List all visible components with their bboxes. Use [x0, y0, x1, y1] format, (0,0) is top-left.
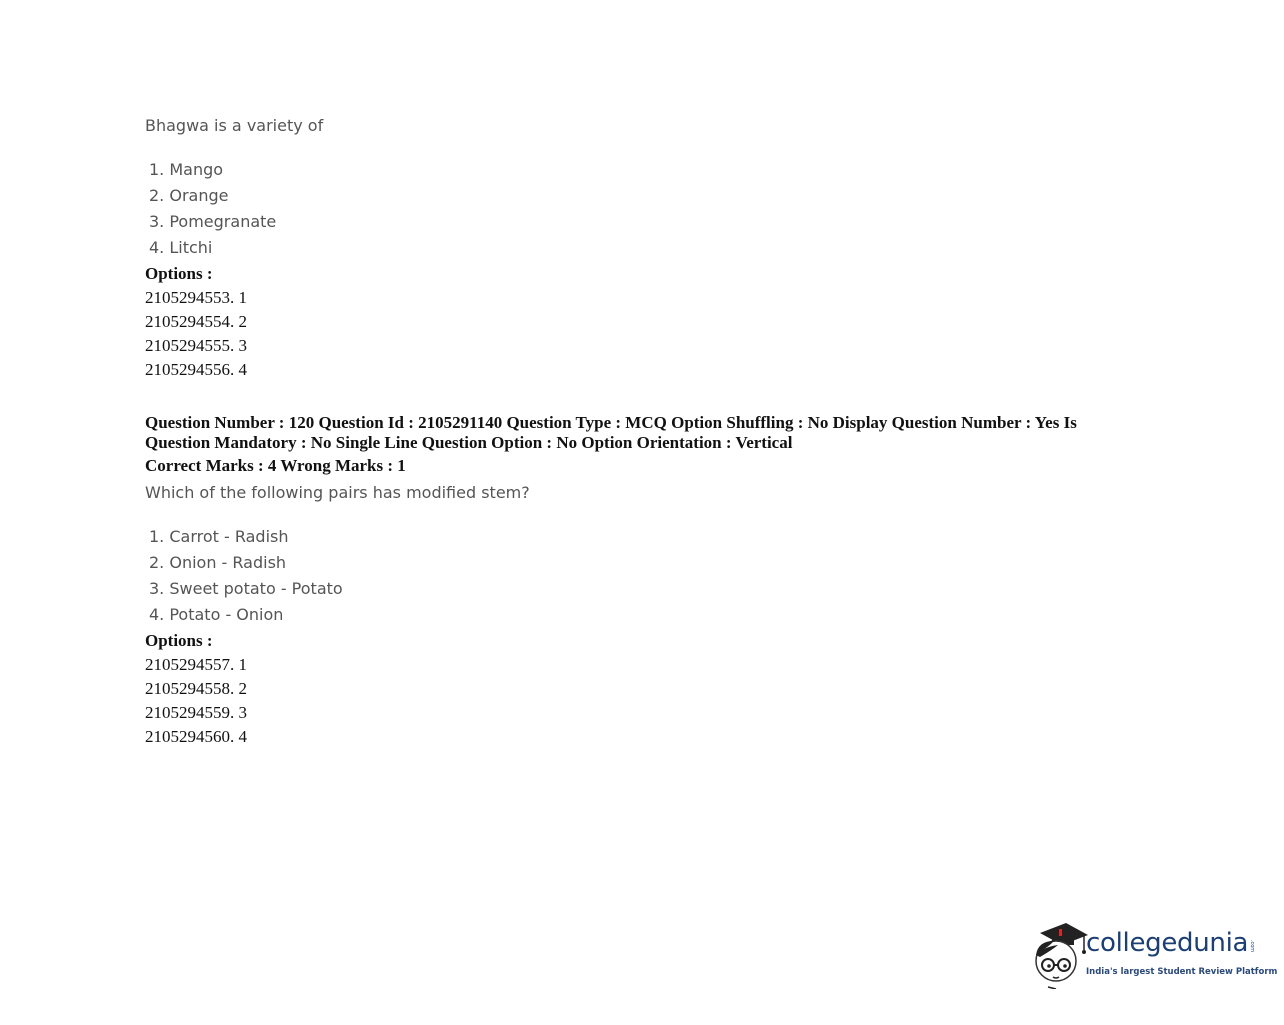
question-meta-line: Question Mandatory : No Single Line Question Option : No Option Orientation : Vertical [145, 433, 793, 452]
choice-item: 4. Litchi [149, 238, 213, 257]
option-id-item: 2105294557. 1 [145, 655, 247, 674]
option-id-item: 2105294556. 4 [145, 360, 247, 379]
option-id-item: 2105294560. 4 [145, 727, 247, 746]
choice-item: 4. Potato - Onion [149, 605, 284, 624]
question-120-choices [149, 524, 343, 628]
choice-item: 2. Onion - Radish [149, 553, 287, 572]
collegedunia-logo [1022, 915, 1278, 993]
question-meta-line: Question Number : 120 Question Id : 2105291140 Question Type : MCQ Option Shuffling : No Display Question Number : Yes Is [145, 413, 1077, 432]
option-id-item: 2105294559. 3 [145, 703, 247, 722]
option-id-item: 2105294554. 2 [145, 312, 247, 331]
logo-domain-suffix: .com [1249, 939, 1256, 953]
question-120-metadata [145, 413, 1125, 453]
question-120-options-label: Options : [145, 631, 213, 650]
option-id-item: 2105294558. 2 [145, 679, 247, 698]
choice-item: 1. Mango [149, 160, 224, 179]
choice-item: 1. Carrot - Radish [149, 527, 289, 546]
question-119-options [145, 286, 247, 382]
question-120-options [145, 653, 247, 749]
logo-wordmark: collegedunia [1086, 928, 1249, 958]
option-id-item: 2105294555. 3 [145, 336, 247, 355]
graduate-mascot-icon [1026, 919, 1088, 989]
option-id-item: 2105294553. 1 [145, 288, 247, 307]
choice-item: 2. Orange [149, 186, 229, 205]
question-119-choices [149, 157, 276, 261]
choice-item: 3. Pomegranate [149, 212, 277, 231]
question-120-stem: Which of the following pairs has modified stem? [145, 483, 530, 502]
question-119-options-label: Options : [145, 264, 213, 283]
choice-item: 3. Sweet potato - Potato [149, 579, 343, 598]
question-119-stem: Bhagwa is a variety of [145, 116, 324, 135]
logo-tagline: India's largest Student Review Platform [1086, 967, 1278, 977]
question-120-marks: Correct Marks : 4 Wrong Marks : 1 [145, 456, 406, 475]
